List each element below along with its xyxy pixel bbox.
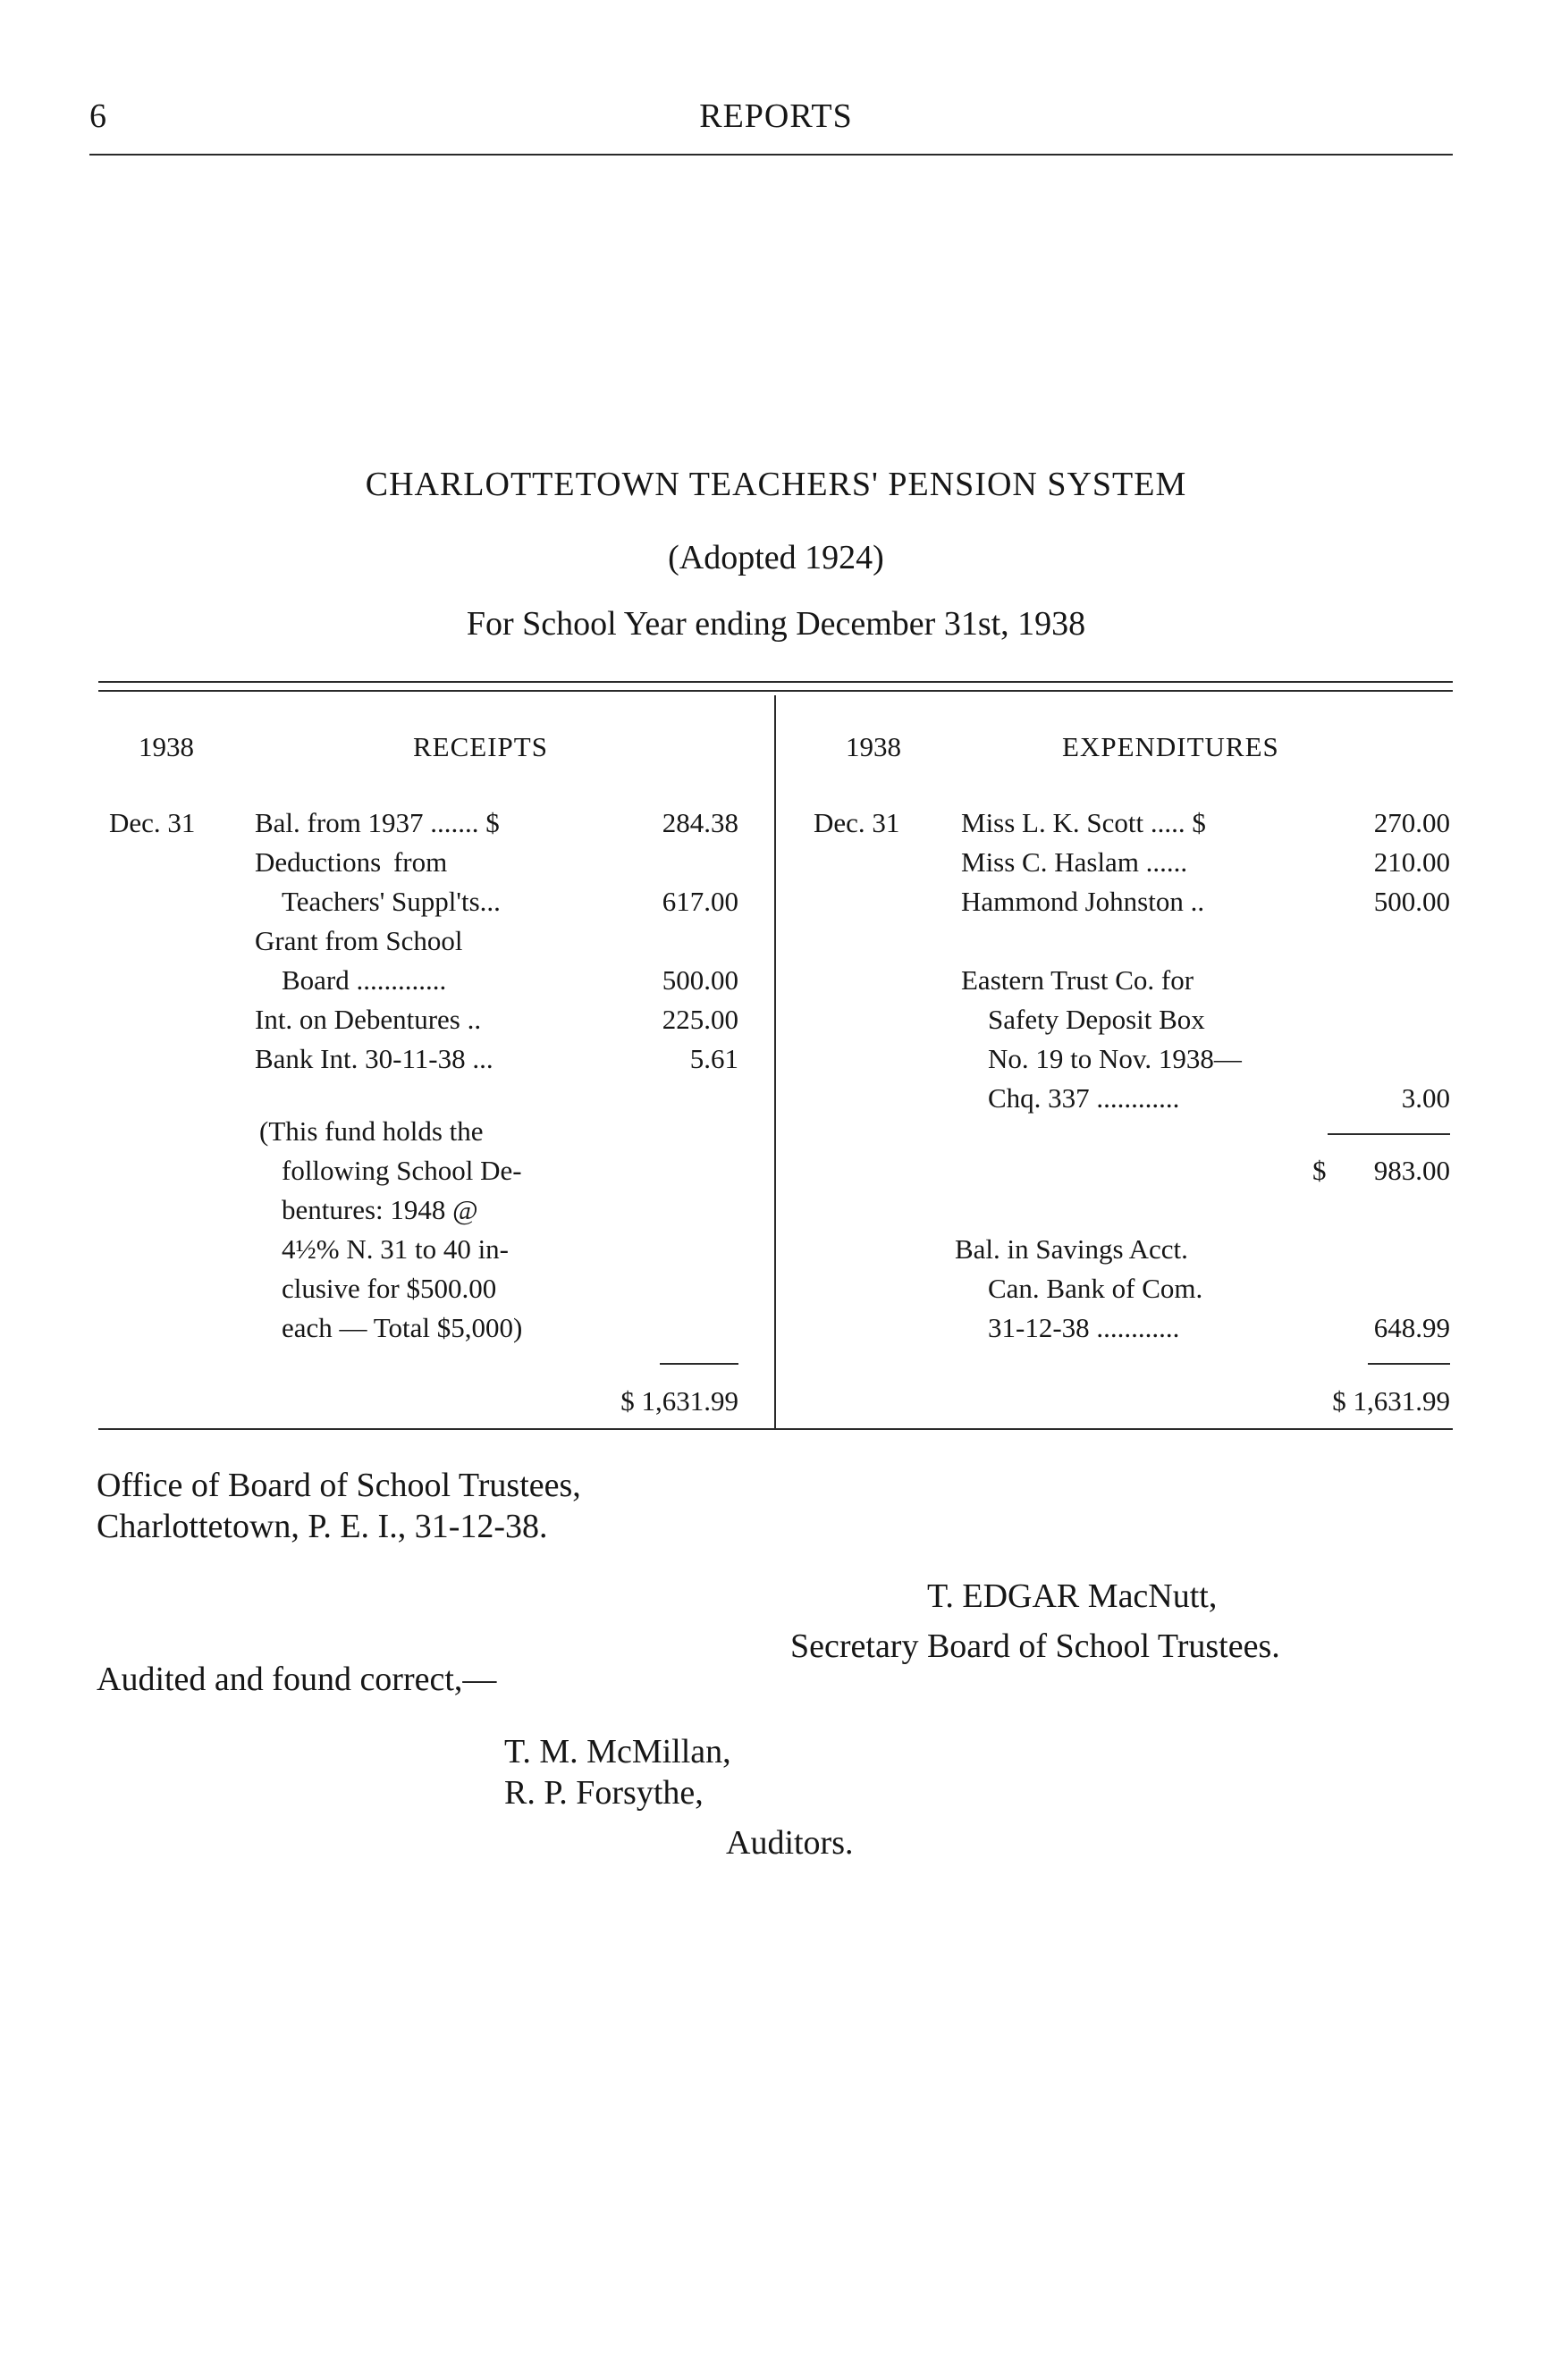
- expenditure-line: Miss C. Haslam ......: [961, 846, 1188, 878]
- expenditure-amount: 270.00: [1373, 807, 1450, 838]
- receipt-line: Bal. from 1937 ....... $: [255, 807, 500, 838]
- audit-statement: Audited and found correct,—: [97, 1661, 497, 1698]
- table-top-rule-2: [98, 690, 1453, 692]
- table-bottom-rule: [98, 1428, 1453, 1430]
- expenditure-line: Miss L. K. Scott ..... $: [961, 807, 1206, 838]
- expenditure-line: Eastern Trust Co. for: [961, 964, 1194, 996]
- receipt-line: Board .............: [282, 964, 447, 996]
- running-title: REPORTS: [699, 97, 853, 135]
- receipts-year: 1938: [139, 731, 194, 762]
- office-line: Office of Board of School Trustees,: [97, 1467, 581, 1504]
- expenditures-subtotal: 983.00: [1373, 1155, 1450, 1186]
- auditor-name: R. P. Forsythe,: [504, 1774, 704, 1812]
- receipts-total: $ 1,631.99: [620, 1385, 738, 1417]
- expenditure-line: Can. Bank of Com.: [988, 1273, 1203, 1304]
- receipt-amount: 500.00: [662, 964, 738, 996]
- expenditures-year: 1938: [846, 731, 901, 762]
- expenditure-line: 31-12-38 ............: [988, 1312, 1180, 1343]
- receipts-heading: RECEIPTS: [413, 731, 548, 762]
- receipt-line: Teachers' Suppl'ts...: [282, 886, 501, 917]
- page-number: 6: [89, 97, 106, 135]
- header-rule: [89, 154, 1453, 156]
- debenture-note: clusive for $500.00: [282, 1273, 497, 1304]
- expenditure-line: Bal. in Savings Acct.: [955, 1233, 1188, 1265]
- auditors-label: Auditors.: [726, 1824, 854, 1862]
- receipt-line: Deductions from: [255, 846, 448, 878]
- expenditure-amount: 648.99: [1373, 1312, 1450, 1343]
- expenditures-total-rule: [1368, 1363, 1450, 1365]
- subtotal-dollar-sign: $: [1312, 1155, 1327, 1186]
- adopted-line: (Adopted 1924): [668, 539, 884, 576]
- receipt-amount: 5.61: [689, 1043, 738, 1074]
- receipt-line: Bank Int. 30-11-38 ...: [255, 1043, 493, 1074]
- debenture-note: following School De-: [282, 1155, 522, 1186]
- debenture-note: 4½% N. 31 to 40 in-: [282, 1233, 510, 1265]
- secretary-name: T. EDGAR MacNutt,: [927, 1577, 1218, 1615]
- expenditure-line: Safety Deposit Box: [988, 1004, 1205, 1035]
- receipt-line: Int. on Debentures ..: [255, 1004, 482, 1035]
- receipt-line: Grant from School: [255, 925, 463, 956]
- receipt-amount: 225.00: [662, 1004, 738, 1035]
- expenditure-amount: 3.00: [1401, 1082, 1450, 1114]
- table-top-rule: [98, 681, 1453, 683]
- debenture-note: bentures: 1948 @: [282, 1194, 478, 1225]
- document-title: CHARLOTTETOWN TEACHERS' PENSION SYSTEM: [365, 466, 1187, 503]
- expenditures-total: $ 1,631.99: [1332, 1385, 1450, 1417]
- receipts-total-rule: [660, 1363, 738, 1365]
- column-divider: [774, 695, 776, 1428]
- office-location-date: Charlottetown, P. E. I., 31-12-38.: [97, 1508, 548, 1545]
- school-year-line: For School Year ending December 31st, 1938: [466, 605, 1086, 643]
- debenture-note: (This fund holds the: [259, 1115, 484, 1147]
- receipts-date: Dec. 31: [109, 807, 196, 838]
- subtotal-rule: [1328, 1133, 1450, 1135]
- expenditure-line: No. 19 to Nov. 1938—: [988, 1043, 1242, 1074]
- expenditure-line: Hammond Johnston ..: [961, 886, 1205, 917]
- secretary-title: Secretary Board of School Trustees.: [790, 1627, 1280, 1665]
- expenditure-line: Chq. 337 ............: [988, 1082, 1180, 1114]
- expenditures-heading: EXPENDITURES: [1062, 731, 1279, 762]
- expenditures-date: Dec. 31: [814, 807, 900, 838]
- expenditure-amount: 500.00: [1373, 886, 1450, 917]
- expenditure-amount: 210.00: [1373, 846, 1450, 878]
- auditor-name: T. M. McMillan,: [504, 1733, 731, 1770]
- receipt-amount: 617.00: [662, 886, 738, 917]
- debenture-note: each — Total $5,000): [282, 1312, 523, 1343]
- receipt-amount: 284.38: [662, 807, 738, 838]
